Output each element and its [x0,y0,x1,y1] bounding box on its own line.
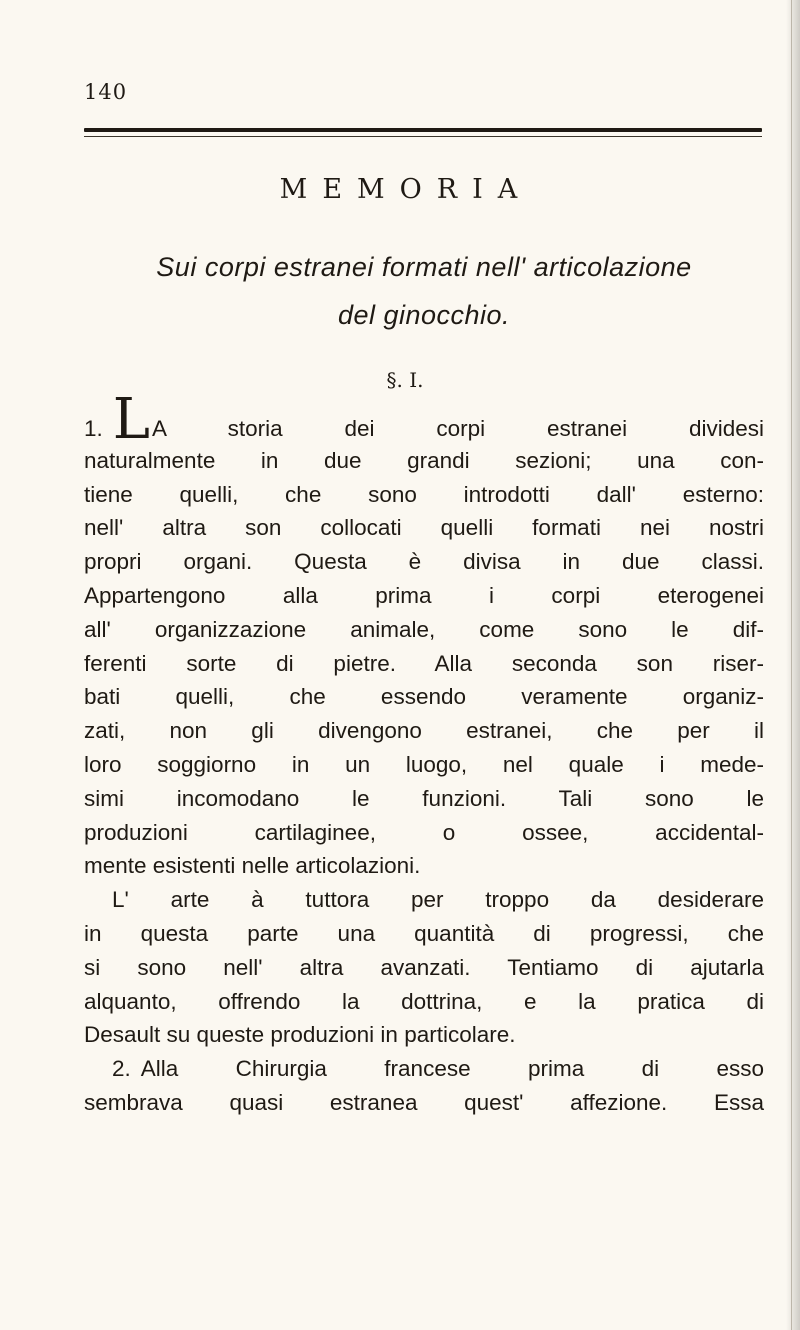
text-line: nell' altra son collocati quelli formati nei nostri [84,515,764,541]
text-line: si sono nell' altra avanzati. Tentiamo di ajutarla [84,954,764,980]
text-line: sembrava quasi estranea quest' affezione. Essa [84,1089,764,1115]
text-line: mente esistenti nelle articolazioni. [84,853,421,879]
text-line: Appartengono alla prima i corpi eterogenei [84,582,764,608]
text-line: produzioni cartilaginee, o ossee, accidental- [84,819,764,845]
memoir-subtitle-line-2: del ginocchio. [337,300,511,330]
drop-cap: L [112,387,150,452]
header-rule-thin [84,136,762,137]
section-mark: §. I. [386,368,424,392]
paragraph-number: 1. [84,416,103,441]
text-line: bati quelli, che essendo veramente organiz- [84,684,764,710]
text-line: naturalmente in due grandi sezioni; una con- [84,447,764,473]
line-text: A storia dei corpi estranei dividesi [151,416,764,441]
body-text [84,387,764,1120]
text-line: propri organi. Questa è divisa in due classi. [84,549,764,575]
memoir-subtitle-line-1: Sui corpi estranei formati nell' articolazione [156,252,692,282]
memoir-heading: MEMORIA [279,174,533,205]
text-line: all' organizzazione animale, come sono le dif- [84,616,764,642]
text-line: ferenti sorte di pietre. Alla seconda son riser- [84,650,764,676]
text-line: L' arte à tuttora per troppo da desiderare [112,887,764,913]
paragraph-number: 2. [112,1056,131,1082]
text-line: alquanto, offrendo la dottrina, e la pratica di [84,988,764,1014]
text-line [84,1052,764,1086]
text-line: zati, non gli divengono estranei, che per il [84,718,764,744]
line-text: Alla Chirurgia francese prima di esso [140,1056,764,1082]
page-number: 140 [84,80,128,104]
header-rule-thick [84,128,762,132]
text-line: tiene quelli, che sono introdotti dall' esterno: [84,481,764,507]
text-line: loro soggiorno in un luogo, nel quale i mede- [84,751,764,777]
text-line: Desault su queste produzioni in particolare. [84,1022,516,1048]
text-line: in questa parte una quantità di progressi, che [84,920,764,946]
text-line: simi incomodano le funzioni. Tali sono le [84,785,764,811]
text-line [84,387,764,452]
